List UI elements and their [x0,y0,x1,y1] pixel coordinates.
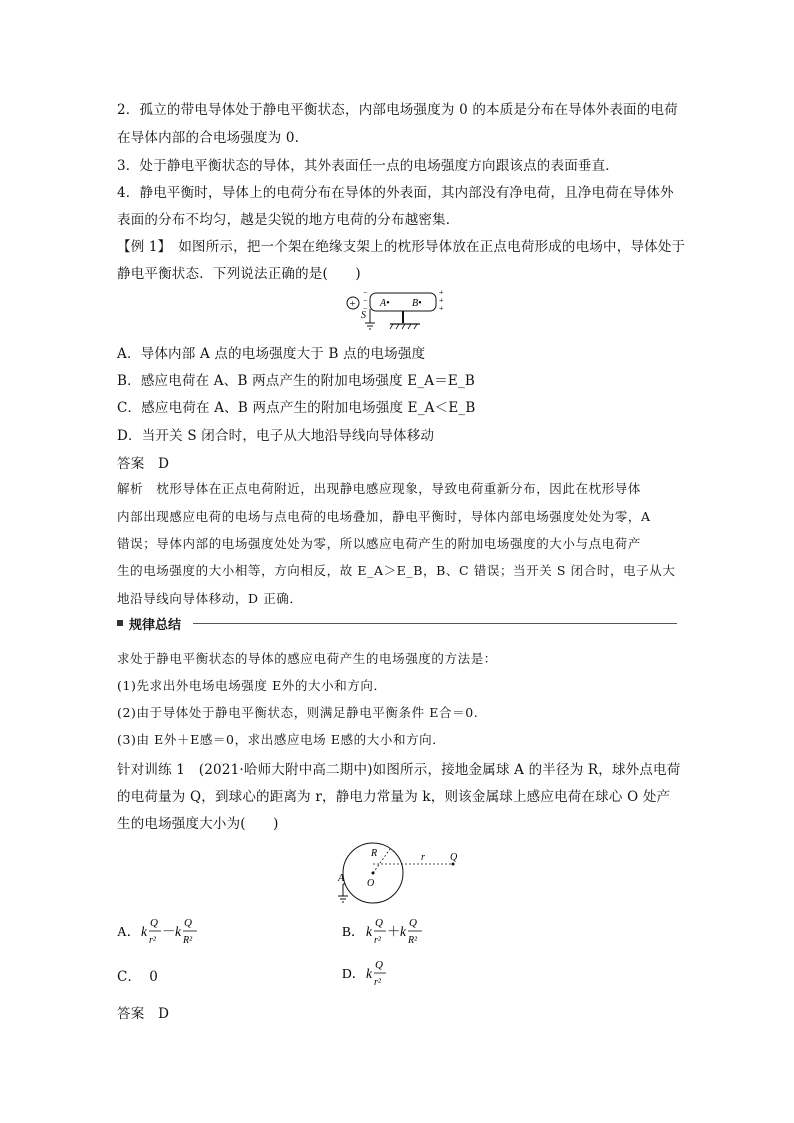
minus-sign-2: − [363,296,368,305]
label-r-radius: R [371,848,378,859]
example-1-option-d: D．当开关 S 闭合时，电子从大地沿导线向导体移动 [117,428,435,444]
option-a-k2: k [175,924,181,939]
option-b-k2: k [400,924,406,939]
training-1-option-c [117,965,158,985]
plus-sign-1: + [439,288,444,297]
training-1-stem-1: 针对训练 1 (2021·哈师大附中高二期中)如图所示，接地金属球 A 的半径为 R，球外点电荷 [117,762,681,778]
example-1-option-c: C．感应电荷在 A、B 两点产生的附加电场强度 E_A＜E_B [117,400,476,416]
switch-s-label: S [361,310,366,321]
option-b-den1: r² [374,935,381,946]
option-d-k1: k [366,966,372,981]
stand-hatch-2 [396,324,399,329]
option-c-letter: C． [117,969,142,985]
rule-summary-title: 规律总结 [129,618,182,633]
rule-line-2: (1)先求出外电场电场强度 E外的大小和方向． [117,678,387,693]
text-line-5: 表面的分布不均匀，越是尖锐的地方电荷的分布越密集． [117,212,460,228]
option-b-letter: B． [342,924,365,939]
stand-hatch-3 [402,324,405,329]
rule-summary-header [117,615,677,633]
option-b-k1: k [366,924,372,939]
label-r-distance: r [421,852,425,863]
option-a-op: － [162,924,176,939]
text-line-4: 4．静电平衡时，导体上的电荷分布在导体的外表面，其内部没有净电荷，且净电荷在导体外 [117,185,674,201]
training-1-stem-2: 的电荷量为 Q，到球心的距离为 r，静电力常量为 k，则该金属球上感应电荷在球心 O 处产 [117,789,671,805]
option-c-value: 0 [149,969,159,985]
text-line-2: 在导体内部的合电场强度为 0. [117,130,300,146]
option-a-letter: A． [117,924,141,939]
label-a-sphere: A [338,873,345,884]
rule-divider [193,623,677,624]
minus-sign-1: − [363,288,368,297]
rule-line-1: 求处于静电平衡状态的导体的感应电荷产生的电场强度的方法是： [117,651,497,666]
option-a-num1: Q [150,917,158,929]
rule-line-3: (2)由于导体处于静电平衡状态，则满足静电平衡条件 E合＝0. [117,705,479,720]
option-a-den2: R² [183,935,193,946]
grounded-sphere-figure [335,840,465,906]
example-1-answer: 答案 D [117,456,170,472]
analysis-line-2: 内部出现感应电荷的电场与点电荷的电场叠加，静电平衡时，导体内部电场强度处处为零，A [117,509,651,524]
point-a-label: A• [380,298,390,309]
minus-sign-3: − [363,304,368,313]
option-a-k1: k [141,924,147,939]
analysis-line-3: 错误；导体内部的电场强度处处为零，所以感应电荷产生的附加电场强度的大小与点电荷产 [117,536,642,551]
training-1-option-b [342,912,452,950]
plus-sign-2: + [439,296,444,305]
option-d-num1: Q [375,959,383,971]
option-b-den2: R² [408,935,418,946]
center-point [372,872,375,875]
square-bullet-icon [117,620,123,626]
analysis-line-4: 生的电场强度的大小相等，方向相反，故 E_A＞E_B，B、C 错误；当开关 S 闭合时，电子从大 [117,563,676,578]
analysis-line-1: 解析 枕形导体在正点电荷附近，出现静电感应现象，导致电荷重新分布，因此在枕形导体 [117,481,642,496]
stand-hatch-5 [414,324,417,329]
text-line-1: 2．孤立的带电导体处于静电平衡状态，内部电场强度为 0 的本质是分布在导体外表面的电荷 [117,102,678,118]
option-b-num2: Q [409,917,417,929]
option-b-num1: Q [375,917,383,929]
point-b-label: B• [412,298,422,309]
example-1-stem-2: 静电平衡状态．下列说法正确的是( ) [117,266,361,282]
option-a-den1: r² [149,935,156,946]
analysis-line-5: 地沿导线向导体移动，D 正确． [117,591,303,606]
option-d-letter: D． [342,966,366,981]
example-1-option-a: A．导体内部 A 点的电场强度大于 B 点的电场强度 [117,346,426,362]
label-o-center: O [367,878,375,889]
rule-line-4: (3)由 E外＋E感＝0，求出感应电场 E感的大小和方向． [117,732,446,747]
stand-hatch-4 [408,324,411,329]
option-b-op: ＋ [387,924,401,939]
text-line-3: 3．处于静电平衡状态的导体，其外表面任一点的电场强度方向跟该点的表面垂直． [117,158,619,174]
option-a-num2: Q [184,917,192,929]
plus-sign-3: + [439,304,444,313]
example-1-option-b: B．感应电荷在 A、B 两点产生的附加电场强度 E_A＝E_B [117,373,476,389]
positive-charge-label: + [349,298,356,310]
training-1-option-d [342,954,412,992]
option-d-den1: r² [374,977,381,988]
label-q-charge: Q [450,852,458,863]
pillow-conductor-figure [340,285,460,333]
training-1-stem-3: 生的电场强度大小为( ) [117,816,279,832]
stand-hatch-1 [390,324,393,329]
training-1-option-a [117,912,227,950]
training-1-answer: 答案 D [117,1006,170,1022]
example-1-stem-1: 【例 1】 如图所示，把一个架在绝缘支架上的枕形导体放在正点电荷形成的电场中，导体处于 [117,239,686,255]
